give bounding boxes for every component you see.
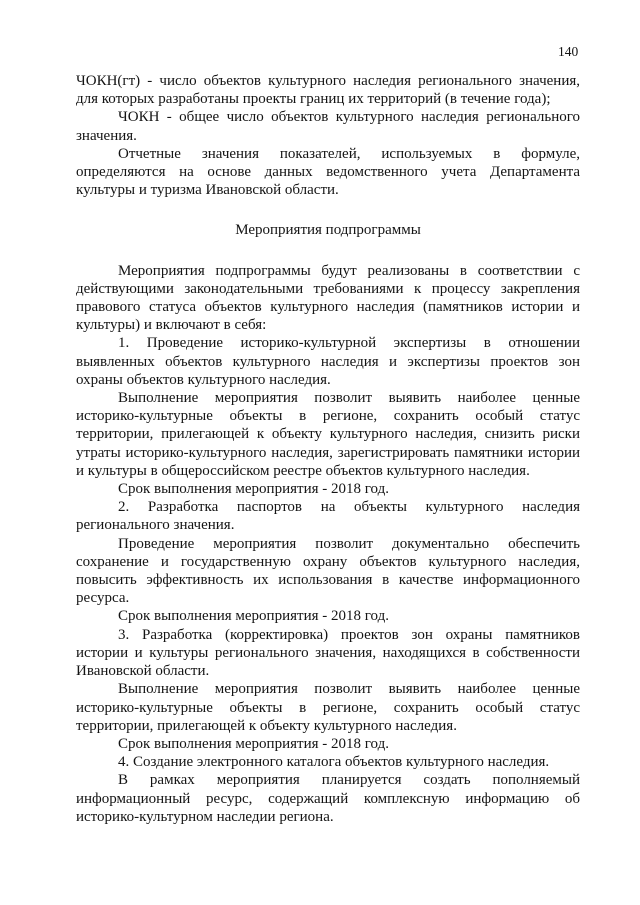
document-body — [76, 72, 580, 826]
paragraph-chokn-gt: ЧОКН(гт) - число объектов культурного наследия регионального значения, для которых разработаны проекты границ их территорий (в течение года); — [76, 73, 580, 108]
page-number: 140 — [558, 44, 579, 59]
paragraph-item-1-effect: Выполнение мероприятия позволит выявить наиболее ценные историко-культурные объекты в регионе, сохранить особый статус территории, прилегающей к объекту культурного наследия, снизить риски утраты историко-культурного наследия, зарегистрировать памятники истории и культуры в общероссийском реестре объектов культурного наследия. — [76, 390, 580, 479]
paragraph-reporting-values: Отчетные значения показателей, используемых в формуле, определяются на основе данных ведомственного учета Департамента культуры и туризма Ивановской области. — [76, 145, 580, 199]
paragraph-item-2: 2. Разработка паспортов на объекты культурного наследия регионального значения. — [76, 499, 580, 534]
paragraph-item-2-effect: Проведение мероприятия позволит документально обеспечить сохранение и государственную охрану объектов культурного наследия, повысить эффективность их использования в качестве информационного ресурса. — [76, 535, 580, 607]
paragraph-item-3-deadline: Срок выполнения мероприятия - 2018 год. — [118, 735, 389, 752]
paragraph-item-2-deadline: Срок выполнения мероприятия - 2018 год. — [118, 608, 389, 625]
paragraph-item-3-effect: Выполнение мероприятия позволит выявить наиболее ценные историко-культурные объекты в регионе, сохранить особый статус территории, прилегающей к объекту культурного наследия. — [76, 681, 580, 734]
paragraph-intro: Мероприятия подпрограммы будут реализованы в соответствии с действующими законодательными требованиями к процессу закрепления правового статуса объектов культурного наследия (памятников истории и культуры) и включают в себя: — [76, 262, 580, 334]
section-title: Мероприятия подпрограммы — [235, 222, 421, 239]
paragraph-chokn: ЧОКН - общее число объектов культурного наследия регионального значения. — [76, 109, 580, 144]
paragraph-item-3: 3. Разработка (корректировка) проектов зон охраны памятников истории и культуры регионального значения, находящихся в собственности Ивановской области. — [76, 626, 580, 680]
paragraph-item-4: 4. Создание электронного каталога объектов культурного наследия. — [118, 754, 550, 771]
paragraph-item-1: 1. Проведение историко-культурной экспертизы в отношении выявленных объектов культурного наследия и экспертизы проектов зон охраны объектов культурного наследия. — [76, 335, 580, 388]
paragraph-item-1-deadline: Срок выполнения мероприятия - 2018 год. — [118, 481, 389, 498]
paragraph-item-4-description: В рамках мероприятия планируется создать пополняемый информационный ресурс, содержащий комплексную информацию об историко-культурном наследии региона. — [76, 772, 580, 825]
